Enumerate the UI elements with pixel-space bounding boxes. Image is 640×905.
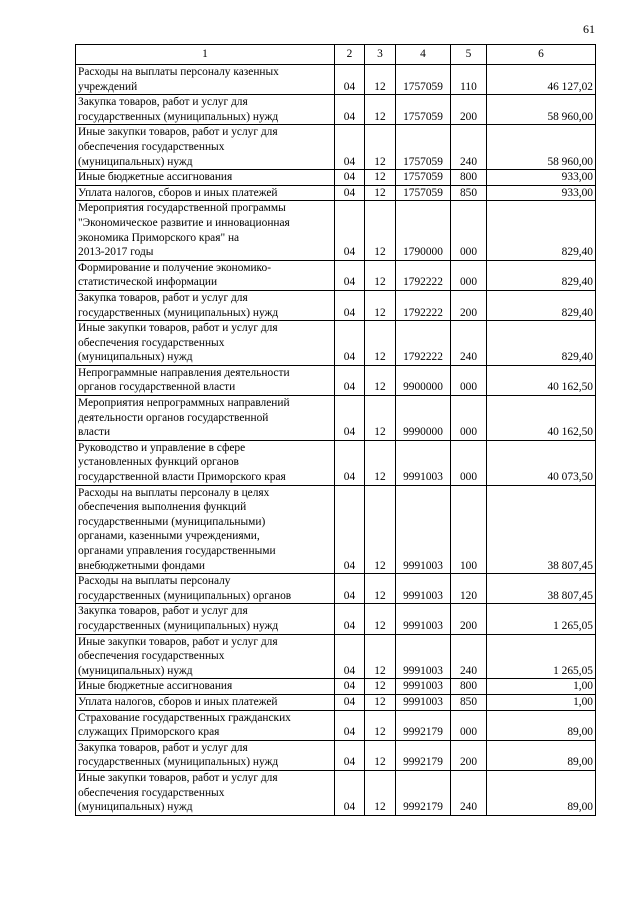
subsection-code: 12 bbox=[365, 260, 396, 290]
expense-type-code: 240 bbox=[451, 125, 487, 170]
row-name bbox=[76, 95, 335, 125]
column-header-3: 3 bbox=[365, 45, 396, 65]
expense-type-code: 800 bbox=[451, 679, 487, 695]
row-name-line: экономика Приморского края" на bbox=[78, 231, 240, 244]
target-article-code: 9991003 bbox=[396, 440, 451, 485]
target-article-code: 1757059 bbox=[396, 170, 451, 186]
row-name bbox=[76, 185, 335, 201]
row-name bbox=[76, 604, 335, 634]
target-article-code: 1792222 bbox=[396, 321, 451, 366]
target-article-code: 1790000 bbox=[396, 201, 451, 260]
row-name-line: Формирование и получение экономико- bbox=[78, 261, 271, 274]
amount: 38 807,45 bbox=[487, 574, 596, 604]
section-code: 04 bbox=[335, 574, 365, 604]
row-name-line: (муниципальных) нужд bbox=[78, 155, 193, 168]
row-name bbox=[76, 634, 335, 679]
row-name-line: Иные закупки товаров, работ и услуг для bbox=[78, 635, 278, 648]
row-name-line: Иные закупки товаров, работ и услуг для bbox=[78, 322, 278, 335]
amount: 46 127,02 bbox=[487, 65, 596, 95]
table-row bbox=[76, 65, 596, 95]
expense-type-code: 200 bbox=[451, 95, 487, 125]
target-article-code: 9991003 bbox=[396, 574, 451, 604]
row-name bbox=[76, 260, 335, 290]
row-name bbox=[76, 290, 335, 320]
row-name bbox=[76, 694, 335, 710]
row-name-line: государственных (муниципальных) нужд bbox=[78, 619, 279, 632]
row-name-line: Закупка товаров, работ и услуг для bbox=[78, 96, 248, 109]
subsection-code: 12 bbox=[365, 65, 396, 95]
row-name-line: 2013-2017 годы bbox=[78, 246, 154, 259]
subsection-code: 12 bbox=[365, 574, 396, 604]
table-row bbox=[76, 185, 596, 201]
row-name bbox=[76, 485, 335, 574]
expense-type-code: 120 bbox=[451, 574, 487, 604]
target-article-code: 1792222 bbox=[396, 290, 451, 320]
table-row bbox=[76, 634, 596, 679]
row-name bbox=[76, 770, 335, 815]
row-name-line: статистической информации bbox=[78, 276, 218, 289]
subsection-code: 12 bbox=[365, 365, 396, 395]
amount: 829,40 bbox=[487, 201, 596, 260]
table-body bbox=[76, 65, 596, 816]
row-name-line: Расходы на выплаты персоналу в целях bbox=[78, 486, 270, 499]
target-article-code: 1757059 bbox=[396, 65, 451, 95]
row-name bbox=[76, 396, 335, 441]
table-row bbox=[76, 679, 596, 695]
table-row bbox=[76, 95, 596, 125]
target-article-code: 1757059 bbox=[396, 95, 451, 125]
target-article-code: 9992179 bbox=[396, 710, 451, 740]
subsection-code: 12 bbox=[365, 170, 396, 186]
expense-type-code: 200 bbox=[451, 604, 487, 634]
target-article-code: 9991003 bbox=[396, 485, 451, 574]
row-name-line: органов государственной власти bbox=[78, 381, 236, 394]
expense-type-code: 240 bbox=[451, 321, 487, 366]
section-code: 04 bbox=[335, 185, 365, 201]
amount: 1,00 bbox=[487, 694, 596, 710]
row-name-line: органами управления государственными bbox=[78, 545, 276, 557]
table-row bbox=[76, 321, 596, 366]
section-code: 04 bbox=[335, 396, 365, 441]
expense-type-code: 000 bbox=[451, 440, 487, 485]
row-name-line: деятельности органов государственной bbox=[78, 411, 269, 424]
row-name bbox=[76, 365, 335, 395]
section-code: 04 bbox=[335, 290, 365, 320]
row-name-line: обеспечения государственных bbox=[78, 336, 225, 349]
row-name bbox=[76, 170, 335, 186]
table-row bbox=[76, 485, 596, 574]
row-name-line: внебюджетными фондами bbox=[78, 559, 206, 572]
table-row bbox=[76, 201, 596, 260]
target-article-code: 9991003 bbox=[396, 634, 451, 679]
amount: 829,40 bbox=[487, 260, 596, 290]
subsection-code: 12 bbox=[365, 694, 396, 710]
section-code: 04 bbox=[335, 770, 365, 815]
subsection-code: 12 bbox=[365, 185, 396, 201]
table-row bbox=[76, 440, 596, 485]
amount: 40 162,50 bbox=[487, 365, 596, 395]
amount: 58 960,00 bbox=[487, 125, 596, 170]
row-name-line: Уплата налогов, сборов и иных платежей bbox=[78, 186, 278, 199]
section-code: 04 bbox=[335, 740, 365, 770]
row-name bbox=[76, 65, 335, 95]
table-row bbox=[76, 290, 596, 320]
column-header-4: 4 bbox=[396, 45, 451, 65]
subsection-code: 12 bbox=[365, 679, 396, 695]
amount: 1 265,05 bbox=[487, 604, 596, 634]
table-row bbox=[76, 574, 596, 604]
column-header-6: 6 bbox=[487, 45, 596, 65]
expense-type-code: 000 bbox=[451, 710, 487, 740]
row-name bbox=[76, 321, 335, 366]
row-name-line: "Экономическое развитие и инновационная bbox=[78, 216, 290, 229]
section-code: 04 bbox=[335, 485, 365, 574]
expense-type-code: 000 bbox=[451, 396, 487, 441]
target-article-code: 9990000 bbox=[396, 396, 451, 441]
target-article-code: 9991003 bbox=[396, 694, 451, 710]
row-name-line: Руководство и управление в сфере bbox=[78, 441, 246, 454]
row-name bbox=[76, 201, 335, 260]
amount: 933,00 bbox=[487, 170, 596, 186]
section-code: 04 bbox=[335, 95, 365, 125]
subsection-code: 12 bbox=[365, 396, 396, 441]
row-name-line: Мероприятия государственной программы bbox=[78, 202, 286, 215]
row-name-line: органами, казенными учреждениями, bbox=[78, 530, 260, 543]
expense-type-code: 200 bbox=[451, 740, 487, 770]
table-row bbox=[76, 740, 596, 770]
subsection-code: 12 bbox=[365, 485, 396, 574]
row-name-line: государственных (муниципальных) органов bbox=[78, 589, 292, 602]
row-name-line: Иные закупки товаров, работ и услуг для bbox=[78, 126, 278, 139]
row-name-line: учреждений bbox=[78, 80, 138, 93]
column-header-1: 1 bbox=[76, 45, 335, 65]
table-row bbox=[76, 396, 596, 441]
subsection-code: 12 bbox=[365, 95, 396, 125]
target-article-code: 1757059 bbox=[396, 185, 451, 201]
row-name-line: государственных (муниципальных) нужд bbox=[78, 756, 279, 769]
header-row bbox=[76, 45, 596, 65]
target-article-code: 1792222 bbox=[396, 260, 451, 290]
target-article-code: 9991003 bbox=[396, 679, 451, 695]
amount: 40 073,50 bbox=[487, 440, 596, 485]
row-name bbox=[76, 710, 335, 740]
budget-table bbox=[75, 44, 596, 816]
subsection-code: 12 bbox=[365, 440, 396, 485]
section-code: 04 bbox=[335, 260, 365, 290]
row-name-line: (муниципальных) нужд bbox=[78, 801, 193, 814]
section-code: 04 bbox=[335, 125, 365, 170]
amount: 40 162,50 bbox=[487, 396, 596, 441]
row-name-line: Расходы на выплаты персоналу казенных bbox=[78, 66, 279, 78]
target-article-code: 9992179 bbox=[396, 770, 451, 815]
row-name-line: обеспечения государственных bbox=[78, 650, 225, 663]
target-article-code: 1757059 bbox=[396, 125, 451, 170]
row-name-line: (муниципальных) нужд bbox=[78, 351, 193, 364]
row-name-line: Закупка товаров, работ и услуг для bbox=[78, 605, 248, 618]
row-name-line: Непрограммные направления деятельности bbox=[78, 366, 290, 379]
section-code: 04 bbox=[335, 604, 365, 634]
row-name-line: установленных функций органов bbox=[78, 456, 239, 469]
expense-type-code: 200 bbox=[451, 290, 487, 320]
row-name-line: Мероприятия непрограммных направлений bbox=[78, 397, 290, 410]
subsection-code: 12 bbox=[365, 125, 396, 170]
row-name-line: Иные бюджетные ассигнования bbox=[78, 171, 233, 184]
row-name-line: служащих Приморского края bbox=[78, 726, 220, 739]
amount: 829,40 bbox=[487, 290, 596, 320]
expense-type-code: 850 bbox=[451, 185, 487, 201]
expense-type-code: 110 bbox=[451, 65, 487, 95]
amount: 1 265,05 bbox=[487, 634, 596, 679]
row-name bbox=[76, 125, 335, 170]
row-name-line: Уплата налогов, сборов и иных платежей bbox=[78, 695, 278, 708]
row-name-line: Иные бюджетные ассигнования bbox=[78, 680, 233, 693]
row-name-line: (муниципальных) нужд bbox=[78, 664, 193, 677]
section-code: 04 bbox=[335, 440, 365, 485]
row-name-line: государственных (муниципальных) нужд bbox=[78, 306, 279, 319]
section-code: 04 bbox=[335, 321, 365, 366]
section-code: 04 bbox=[335, 710, 365, 740]
subsection-code: 12 bbox=[365, 770, 396, 815]
section-code: 04 bbox=[335, 201, 365, 260]
expense-type-code: 000 bbox=[451, 260, 487, 290]
section-code: 04 bbox=[335, 365, 365, 395]
table-row bbox=[76, 770, 596, 815]
row-name bbox=[76, 740, 335, 770]
row-name-line: государственными (муниципальными) bbox=[78, 515, 266, 528]
column-header-2: 2 bbox=[335, 45, 365, 65]
row-name-line: Страхование государственных гражданских bbox=[78, 711, 291, 724]
table-row bbox=[76, 365, 596, 395]
amount: 38 807,45 bbox=[487, 485, 596, 574]
expense-type-code: 000 bbox=[451, 201, 487, 260]
subsection-code: 12 bbox=[365, 710, 396, 740]
row-name-line: Закупка товаров, работ и услуг для bbox=[78, 291, 248, 304]
amount: 58 960,00 bbox=[487, 95, 596, 125]
amount: 933,00 bbox=[487, 185, 596, 201]
table-row bbox=[76, 260, 596, 290]
row-name-line: обеспечения государственных bbox=[78, 140, 225, 153]
amount: 89,00 bbox=[487, 710, 596, 740]
section-code: 04 bbox=[335, 679, 365, 695]
row-name-line: государственных (муниципальных) нужд bbox=[78, 110, 279, 123]
table-row bbox=[76, 694, 596, 710]
amount: 829,40 bbox=[487, 321, 596, 366]
row-name-line: государственной власти Приморского края bbox=[78, 471, 286, 484]
expense-type-code: 240 bbox=[451, 770, 487, 815]
table-row bbox=[76, 604, 596, 634]
target-article-code: 9991003 bbox=[396, 604, 451, 634]
section-code: 04 bbox=[335, 65, 365, 95]
amount: 89,00 bbox=[487, 740, 596, 770]
expense-type-code: 850 bbox=[451, 694, 487, 710]
row-name-line: Иные закупки товаров, работ и услуг для bbox=[78, 771, 278, 784]
column-header-5: 5 bbox=[451, 45, 487, 65]
expense-type-code: 100 bbox=[451, 485, 487, 574]
subsection-code: 12 bbox=[365, 201, 396, 260]
expense-type-code: 800 bbox=[451, 170, 487, 186]
subsection-code: 12 bbox=[365, 321, 396, 366]
subsection-code: 12 bbox=[365, 634, 396, 679]
table-row bbox=[76, 125, 596, 170]
amount: 89,00 bbox=[487, 770, 596, 815]
row-name bbox=[76, 679, 335, 695]
expense-type-code: 240 bbox=[451, 634, 487, 679]
row-name-line: Закупка товаров, работ и услуг для bbox=[78, 741, 248, 754]
section-code: 04 bbox=[335, 634, 365, 679]
section-code: 04 bbox=[335, 694, 365, 710]
amount: 1,00 bbox=[487, 679, 596, 695]
row-name bbox=[76, 574, 335, 604]
expense-type-code: 000 bbox=[451, 365, 487, 395]
target-article-code: 9992179 bbox=[396, 740, 451, 770]
subsection-code: 12 bbox=[365, 740, 396, 770]
subsection-code: 12 bbox=[365, 290, 396, 320]
row-name-line: власти bbox=[78, 426, 111, 439]
table-row bbox=[76, 170, 596, 186]
row-name-line: обеспечения государственных bbox=[78, 786, 225, 799]
row-name bbox=[76, 440, 335, 485]
table-row bbox=[76, 710, 596, 740]
target-article-code: 9900000 bbox=[396, 365, 451, 395]
section-code: 04 bbox=[335, 170, 365, 186]
row-name-line: обеспечения выполнения функций bbox=[78, 501, 247, 514]
page-number: 61 bbox=[583, 22, 595, 36]
subsection-code: 12 bbox=[365, 604, 396, 634]
row-name-line: Расходы на выплаты персоналу bbox=[78, 575, 231, 588]
